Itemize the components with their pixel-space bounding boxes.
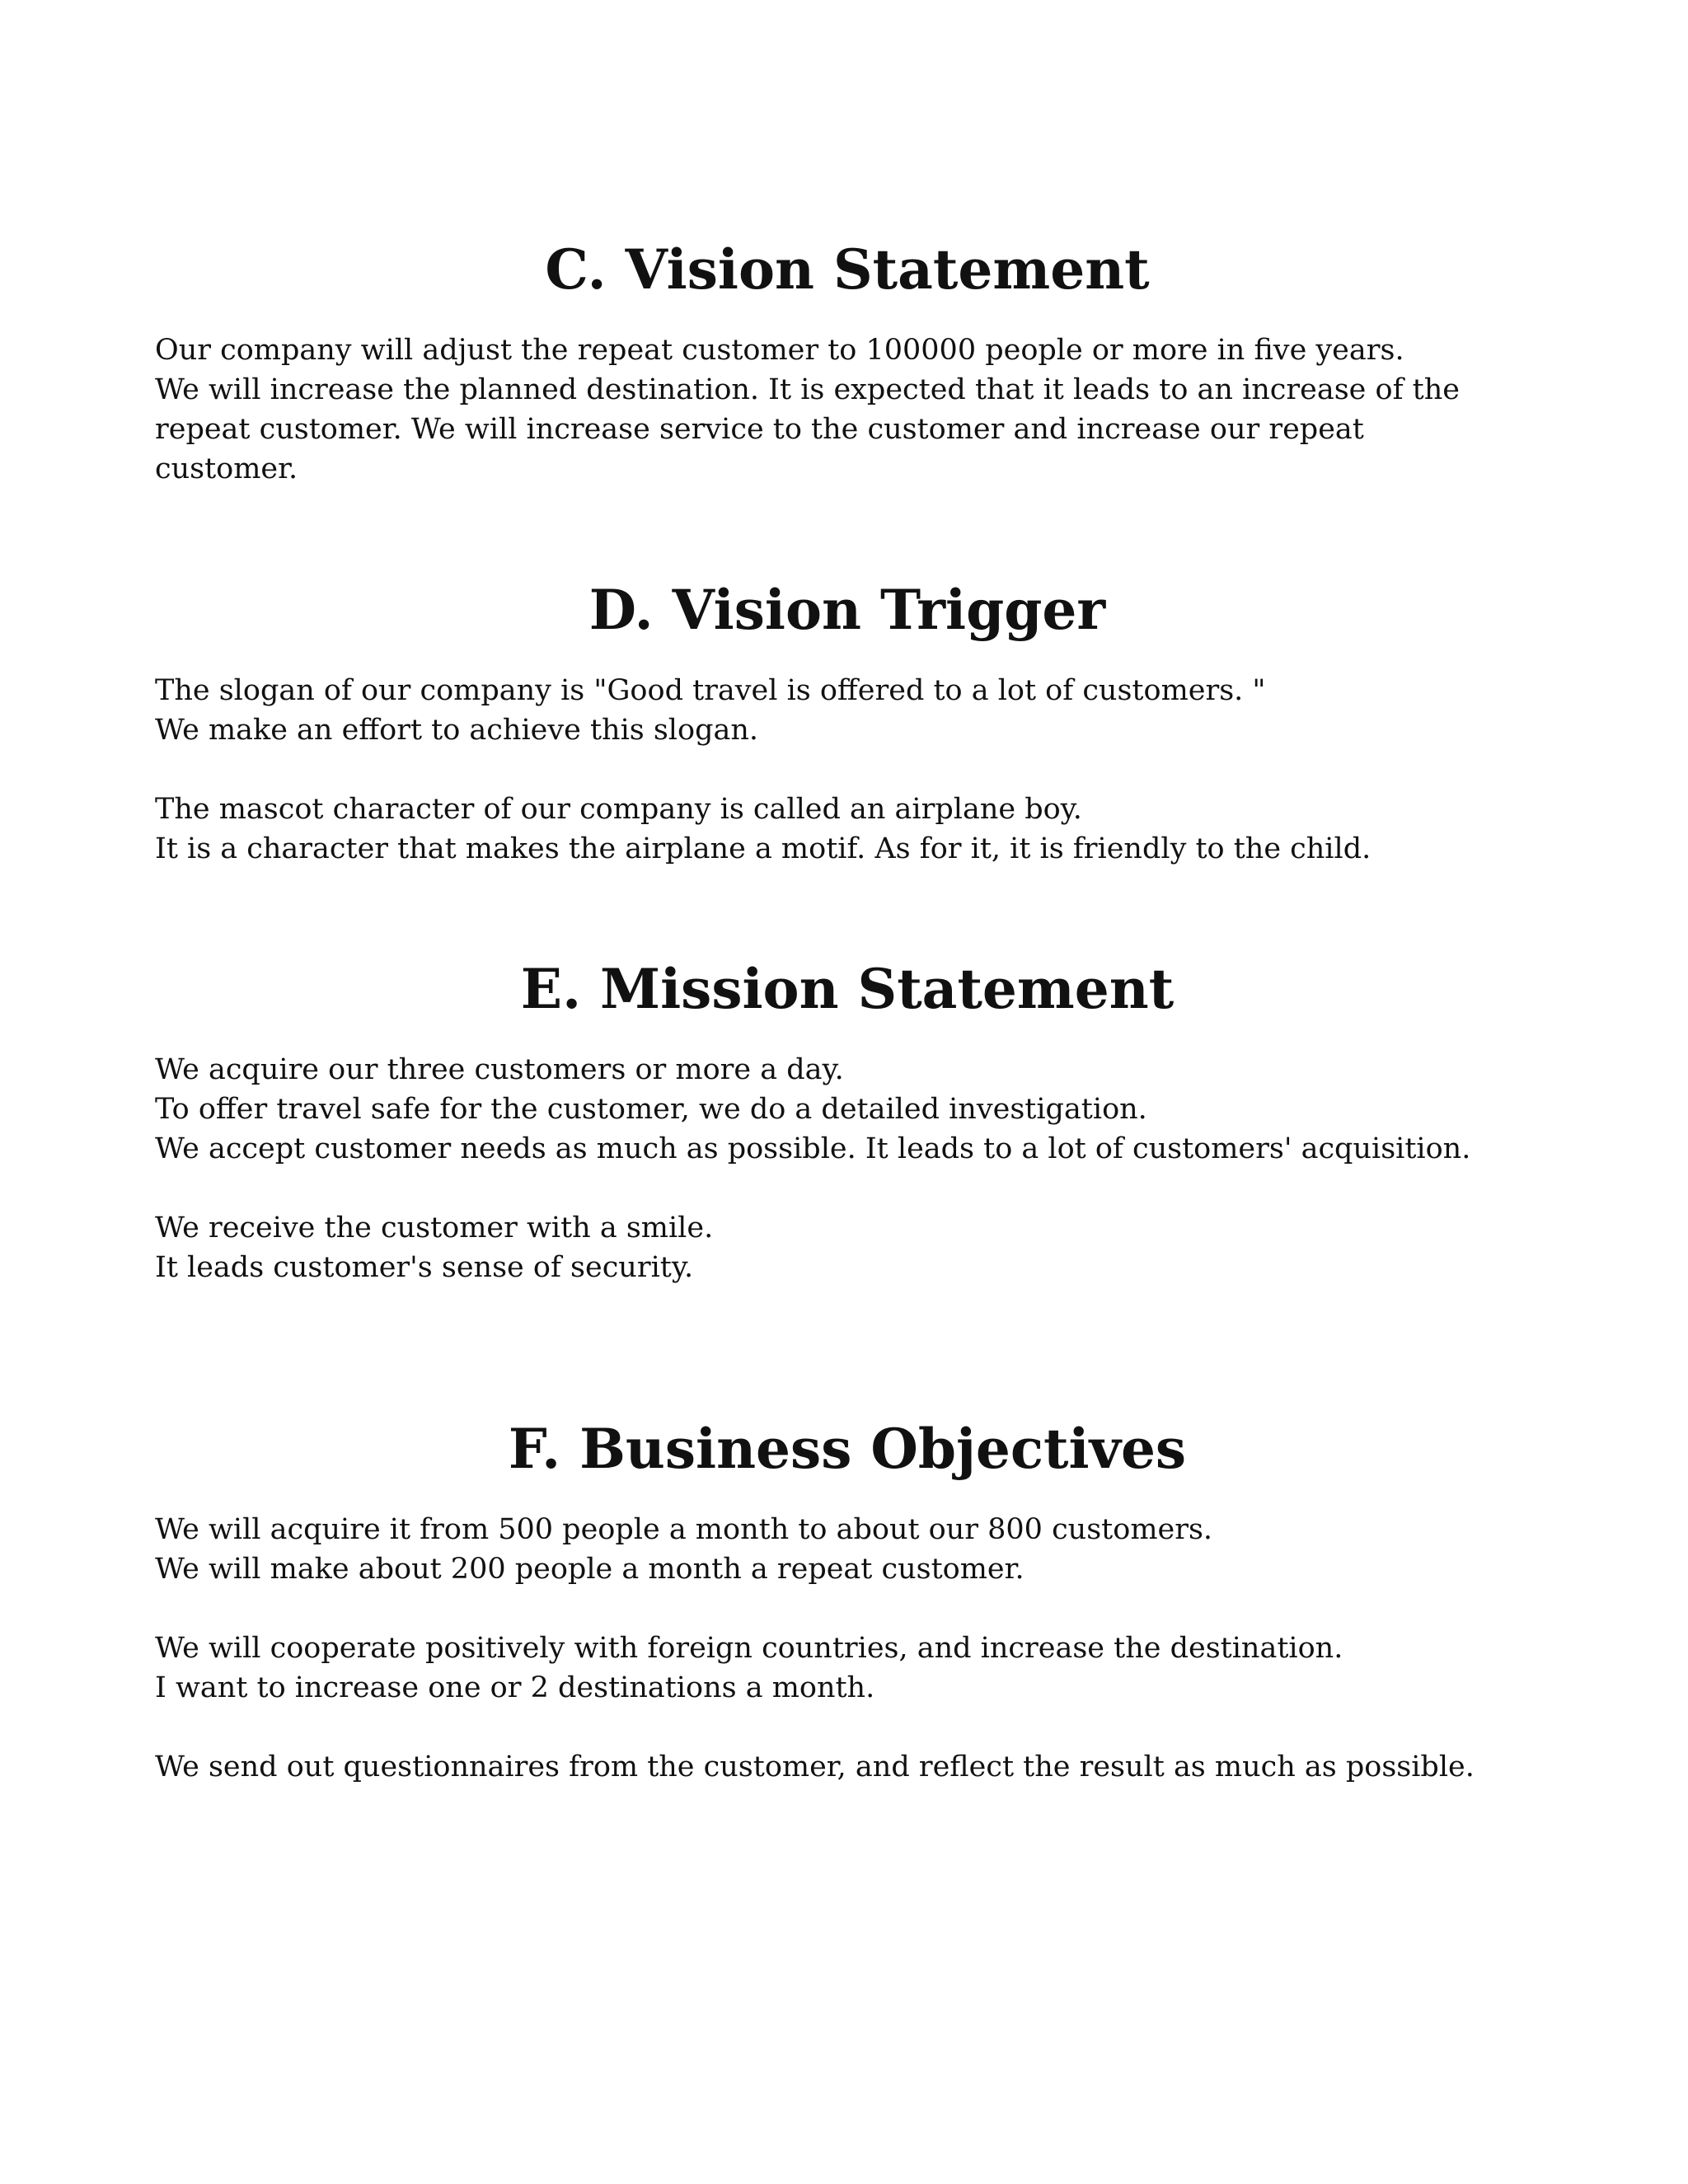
- paragraph-mission-2: [155, 1208, 1540, 1287]
- text-line: We accept customer needs as much as possible. It leads to a lot of customers' acquisition.: [155, 1132, 1471, 1165]
- text-line: We will cooperate positively with foreign countries, and increase the destination.: [155, 1632, 1343, 1665]
- section-business-objectives: [155, 1416, 1540, 1787]
- paragraph-objectives-2: [155, 1629, 1540, 1708]
- paragraph-slogan: [155, 671, 1540, 750]
- heading-business-objectives: F. Business Objectives: [508, 1417, 1187, 1481]
- heading-vision-trigger: D. Vision Trigger: [588, 578, 1106, 642]
- text-line: repeat customer. We will increase service to the customer and increase our repeat: [155, 413, 1364, 446]
- text-line: We make an effort to achieve this slogan.: [155, 714, 759, 747]
- text-line: Our company will adjust the repeat customer to 100000 people or more in five years.: [155, 334, 1404, 367]
- paragraph-vision-statement: [155, 330, 1540, 489]
- paragraph-mascot: [155, 790, 1540, 869]
- text-line: The slogan of our company is "Good travel is offered to a lot of customers. ": [155, 674, 1266, 707]
- section-vision-trigger: [155, 577, 1540, 869]
- paragraph-objectives-3: [155, 1747, 1540, 1787]
- text-line: customer.: [155, 452, 298, 485]
- text-line: The mascot character of our company is called an airplane boy.: [155, 793, 1082, 826]
- heading-vision-statement: C. Vision Statement: [545, 237, 1150, 302]
- text-line: We will make about 200 people a month a repeat customer.: [155, 1553, 1025, 1586]
- text-line: We will acquire it from 500 people a month to about our 800 customers.: [155, 1513, 1213, 1546]
- text-line: We will increase the planned destination. It is expected that it leads to an increase of the: [155, 373, 1460, 406]
- paragraph-objectives-1: [155, 1510, 1540, 1589]
- text-line: We send out questionnaires from the customer, and reflect the result as much as possible.: [155, 1750, 1475, 1783]
- paragraph-mission-1: [155, 1050, 1540, 1169]
- text-line: It leads customer's sense of security.: [155, 1251, 694, 1284]
- text-line: We receive the customer with a smile.: [155, 1212, 714, 1244]
- heading-mission-statement: E. Mission Statement: [520, 957, 1175, 1021]
- section-mission-statement: [155, 956, 1540, 1287]
- section-vision-statement: [155, 237, 1540, 489]
- text-line: To offer travel safe for the customer, we do a detailed investigation.: [155, 1093, 1147, 1126]
- text-line: We acquire our three customers or more a day.: [155, 1053, 844, 1086]
- text-line: It is a character that makes the airplane a motif. As for it, it is friendly to the child.: [155, 832, 1372, 865]
- text-line: I want to increase one or 2 destinations a month.: [155, 1671, 875, 1704]
